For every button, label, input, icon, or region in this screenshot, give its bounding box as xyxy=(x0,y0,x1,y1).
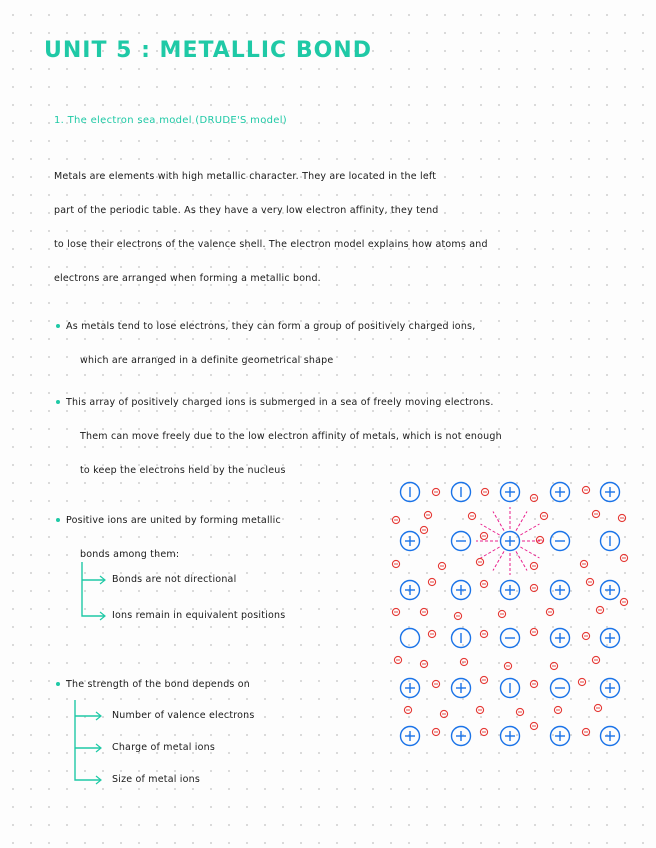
ion-icon xyxy=(551,483,570,502)
intro-line-1: Metals are elements with high metallic character. They are located in the left xyxy=(54,171,437,182)
electron-icon xyxy=(428,578,435,585)
ion-icon xyxy=(501,679,520,698)
ion-icon xyxy=(551,727,570,746)
electron-icon xyxy=(424,511,431,518)
electron-icon xyxy=(454,612,461,619)
electron-icon xyxy=(530,584,537,591)
electron-icon xyxy=(582,728,589,735)
ion-icon xyxy=(452,679,471,698)
electron-icon xyxy=(530,628,537,635)
ion-icon xyxy=(401,532,420,551)
section-heading: 1. The electron sea model (DRUDE'S model) xyxy=(54,115,288,126)
ion-icon xyxy=(601,581,620,600)
electron-icon xyxy=(594,704,601,711)
electron-icon xyxy=(392,560,399,567)
electron-icon xyxy=(516,708,523,715)
bullet-strength-line-1: The strength of the bond depends on xyxy=(66,679,251,690)
bonds-sub-1: Bonds are not directional xyxy=(112,574,237,585)
bullet-sea-line-2: Them can move freely due to the low electron affinity of metals, which is not enough xyxy=(80,431,502,442)
electron-icon xyxy=(618,514,625,521)
electron-icon xyxy=(580,560,587,567)
ion-icon xyxy=(501,483,520,502)
electron-icon xyxy=(394,656,401,663)
ion-icon xyxy=(601,727,620,746)
electron-icon xyxy=(404,706,411,713)
ion-icon xyxy=(601,679,620,698)
bullet-ions-line-2: which are arranged in a definite geometrical shape xyxy=(80,355,334,366)
electron-icon xyxy=(481,488,488,495)
intro-line-4: electrons are arranged when forming a metallic bond. xyxy=(54,273,321,284)
ion-icon xyxy=(452,581,471,600)
electron-icon xyxy=(480,580,487,587)
field-line xyxy=(516,512,527,531)
bullet-ions xyxy=(66,310,626,378)
page-title: UNIT 5 : METALLIC BOND xyxy=(44,38,372,63)
ion-icon xyxy=(401,679,420,698)
ion-icon xyxy=(401,727,420,746)
field-line xyxy=(520,547,539,558)
bullet-sea-line-3: to keep the electrons held by the nucleus xyxy=(80,465,286,476)
electron-icon xyxy=(554,706,561,713)
ion-icon xyxy=(501,532,520,551)
field-line xyxy=(481,524,500,535)
electron-icon xyxy=(468,512,475,519)
ion-icon xyxy=(401,483,420,502)
bullet-bonds xyxy=(66,504,366,572)
bullet-sea-line-1: This array of positively charged ions is submerged in a sea of freely moving electrons. xyxy=(66,397,494,408)
ion-icon xyxy=(452,629,471,648)
field-line xyxy=(516,551,527,570)
ion-icon xyxy=(501,727,520,746)
electron-icon xyxy=(596,606,603,613)
bullet-dot xyxy=(56,324,60,328)
bullet-strength xyxy=(66,668,366,702)
bullet-dot xyxy=(56,682,60,686)
ion-icon xyxy=(551,679,570,698)
ion-icon xyxy=(551,629,570,648)
electron-icon xyxy=(428,630,435,637)
strength-sub-2: Charge of metal ions xyxy=(112,742,216,753)
bullet-bonds-line-2: bonds among them: xyxy=(80,549,180,560)
electron-icon xyxy=(432,488,439,495)
electron-icon xyxy=(530,562,537,569)
electron-icon xyxy=(592,656,599,663)
bracket-arrow-bonds xyxy=(80,562,110,622)
electron-icon xyxy=(392,608,399,615)
electron-icon xyxy=(536,536,543,543)
bullet-bonds-line-1: Positive ions are united by forming metallic xyxy=(66,515,281,526)
field-line xyxy=(520,524,539,535)
electron-icon xyxy=(476,558,483,565)
electron-icon xyxy=(438,562,445,569)
electron-icon xyxy=(546,608,553,615)
electron-icon xyxy=(480,728,487,735)
electron-icon xyxy=(440,710,447,717)
electron-icon xyxy=(578,678,585,685)
ion-icon xyxy=(601,483,620,502)
intro-line-2: part of the periodic table. As they have a very low electron affinity, they tend xyxy=(54,205,439,216)
strength-sub-3: Size of metal ions xyxy=(112,774,201,785)
electron-icon xyxy=(420,660,427,667)
ion-icon xyxy=(452,483,471,502)
ion-icon xyxy=(551,581,570,600)
field-line xyxy=(493,551,504,570)
bullet-dot xyxy=(56,400,60,404)
electron-icon xyxy=(504,662,511,669)
electron-icon xyxy=(582,486,589,493)
field-line xyxy=(493,512,504,531)
ion-icon xyxy=(452,532,471,551)
ion-icon xyxy=(401,629,420,648)
electron-icon xyxy=(432,680,439,687)
ion-icon xyxy=(501,581,520,600)
electron-icon xyxy=(420,526,427,533)
electron-icon xyxy=(582,632,589,639)
ion-icon xyxy=(501,629,520,648)
bracket-arrow-strength xyxy=(72,700,106,786)
ion-icon xyxy=(601,629,620,648)
electron-icon xyxy=(460,658,467,665)
electron-icon xyxy=(530,722,537,729)
bullet-dot xyxy=(56,518,60,522)
ion-icon xyxy=(401,581,420,600)
ion-icon xyxy=(551,532,570,551)
strength-sub-1: Number of valence electrons xyxy=(112,710,255,721)
electron-icon xyxy=(592,510,599,517)
electron-icon xyxy=(620,598,627,605)
electron-icon xyxy=(392,516,399,523)
electron-icon xyxy=(476,706,483,713)
electron-icon xyxy=(620,554,627,561)
electron-icon xyxy=(480,676,487,683)
electron-icon xyxy=(530,680,537,687)
ion-icon xyxy=(452,727,471,746)
bullet-ions-line-1: As metals tend to lose electrons, they can form a group of positively charged ions, xyxy=(66,321,476,332)
electron-icon xyxy=(432,728,439,735)
electron-icon xyxy=(530,494,537,501)
electron-sea-diagram xyxy=(384,470,636,760)
intro-paragraph xyxy=(54,160,614,296)
field-line xyxy=(481,547,500,558)
bonds-sub-2: Ions remain in equivalent positions xyxy=(112,610,286,621)
ion-icon xyxy=(601,532,620,551)
electron-icon xyxy=(540,512,547,519)
electron-icon xyxy=(586,578,593,585)
electron-icon xyxy=(498,610,505,617)
electron-icon xyxy=(480,532,487,539)
intro-line-3: to lose their electrons of the valence shell. The electron model explains how atoms and xyxy=(54,239,488,250)
electron-icon xyxy=(480,630,487,637)
electron-icon xyxy=(550,662,557,669)
electron-icon xyxy=(420,608,427,615)
